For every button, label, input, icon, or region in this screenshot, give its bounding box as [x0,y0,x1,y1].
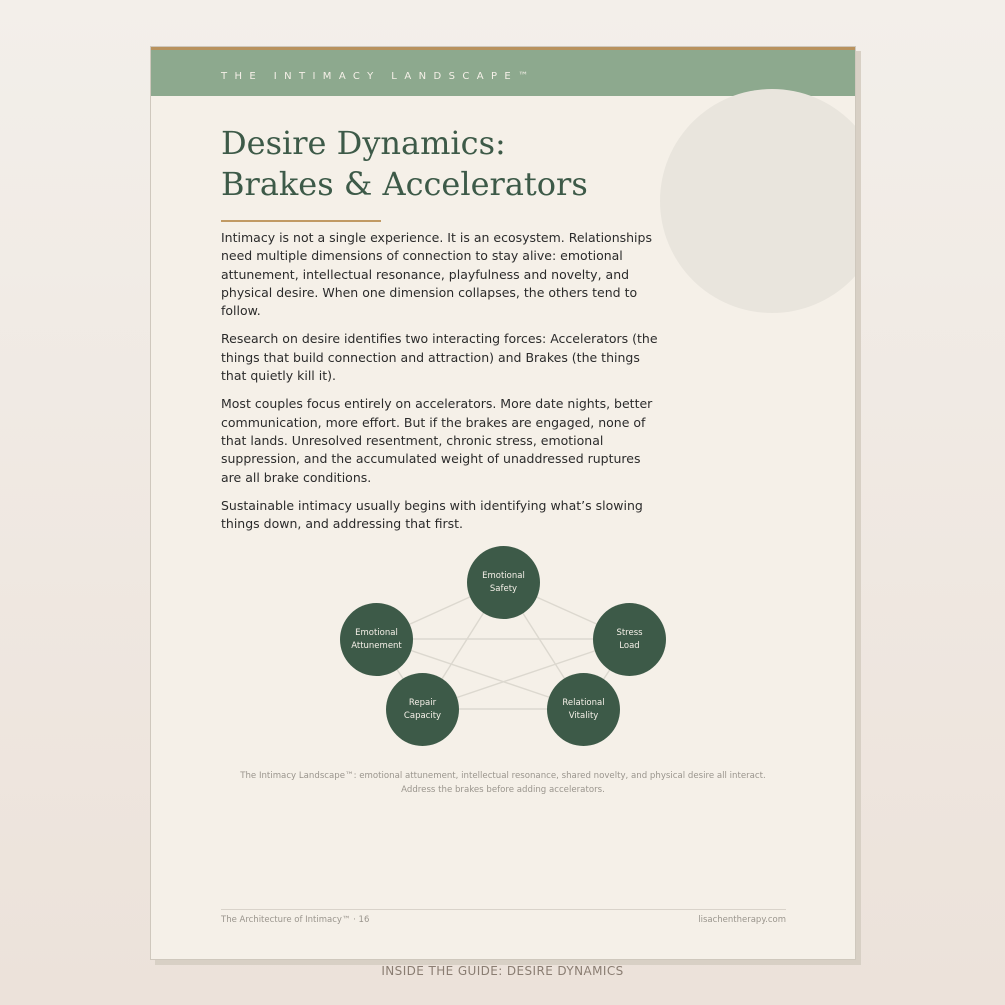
body-paragraph-1: Intimacy is not a single experience. It is an ecosystem. Relationships need multiple dimensions of connection to stay alive: emotional attunement, intellectual resonance, playfulness and novelty, and physical desire. When one dimension collapses, the others tend to follow. [221,230,652,319]
title-accent-rule [221,220,381,222]
node-label-line-2: Attunement [351,640,402,651]
guide-page [150,46,856,960]
header-title: THE INTIMACY LANDSCAPE™ [221,71,536,82]
page-title [221,123,588,205]
page-title-line-2: Brakes & Accelerators [221,165,588,203]
node-stress-load [593,603,666,676]
node-repair-capacity [386,673,459,746]
node-label-line-1: Repair [408,698,437,708]
body-paragraph-4: Sustainable intimacy usually begins with identifying what’s slowing things down, and addressing that first. [221,497,643,532]
node-label-line-1: Relational [562,698,605,708]
node-emotional-attunement [340,603,413,676]
node-label-line-2: Capacity [403,710,442,721]
node-label-line-2: Vitality [568,710,599,721]
body-paragraph-2: Research on desire identifies two interacting forces: Accelerators (the things that build connection and attraction) and Brakes (the things that quietly kill it). [221,331,658,384]
node-emotional-safety [467,546,540,619]
node-label-line-1: Stress [616,628,643,638]
diagram-caption [151,769,855,797]
node-label-line-1: Emotional [482,571,525,581]
footer-divider [221,909,786,910]
page-title-line-1: Desire Dynamics: [221,124,506,162]
node-relational-vitality [547,673,620,746]
diagram-caption-line-2: Address the brakes before adding accelerators. [401,785,605,795]
header-band [151,50,855,96]
node-label-line-1: Emotional [355,628,398,638]
decorative-circle [660,89,856,313]
node-label-line-2: Safety [489,583,518,594]
footer-book-title-page-number: The Architecture of Intimacy™ · 16 [221,915,370,925]
node-label-line-2: Load [619,640,640,651]
diagram-caption-line-1: The Intimacy Landscape™: emotional attunement, intellectual resonance, shared novelty, and physical desire all interact. [240,771,766,781]
body-paragraph-3: Most couples focus entirely on accelerators. More date nights, better communication, more effort. But if the brakes are engaged, none of that lands. Unresolved resentment, chronic stress, emotional suppression, and the accumulated weight of unaddressed ruptures are all brake conditions. [221,396,653,485]
footer-website-link[interactable]: lisachentherapy.com [698,915,786,925]
body-text [221,229,661,543]
showcase-caption: INSIDE THE GUIDE: DESIRE DYNAMICS [381,964,624,978]
